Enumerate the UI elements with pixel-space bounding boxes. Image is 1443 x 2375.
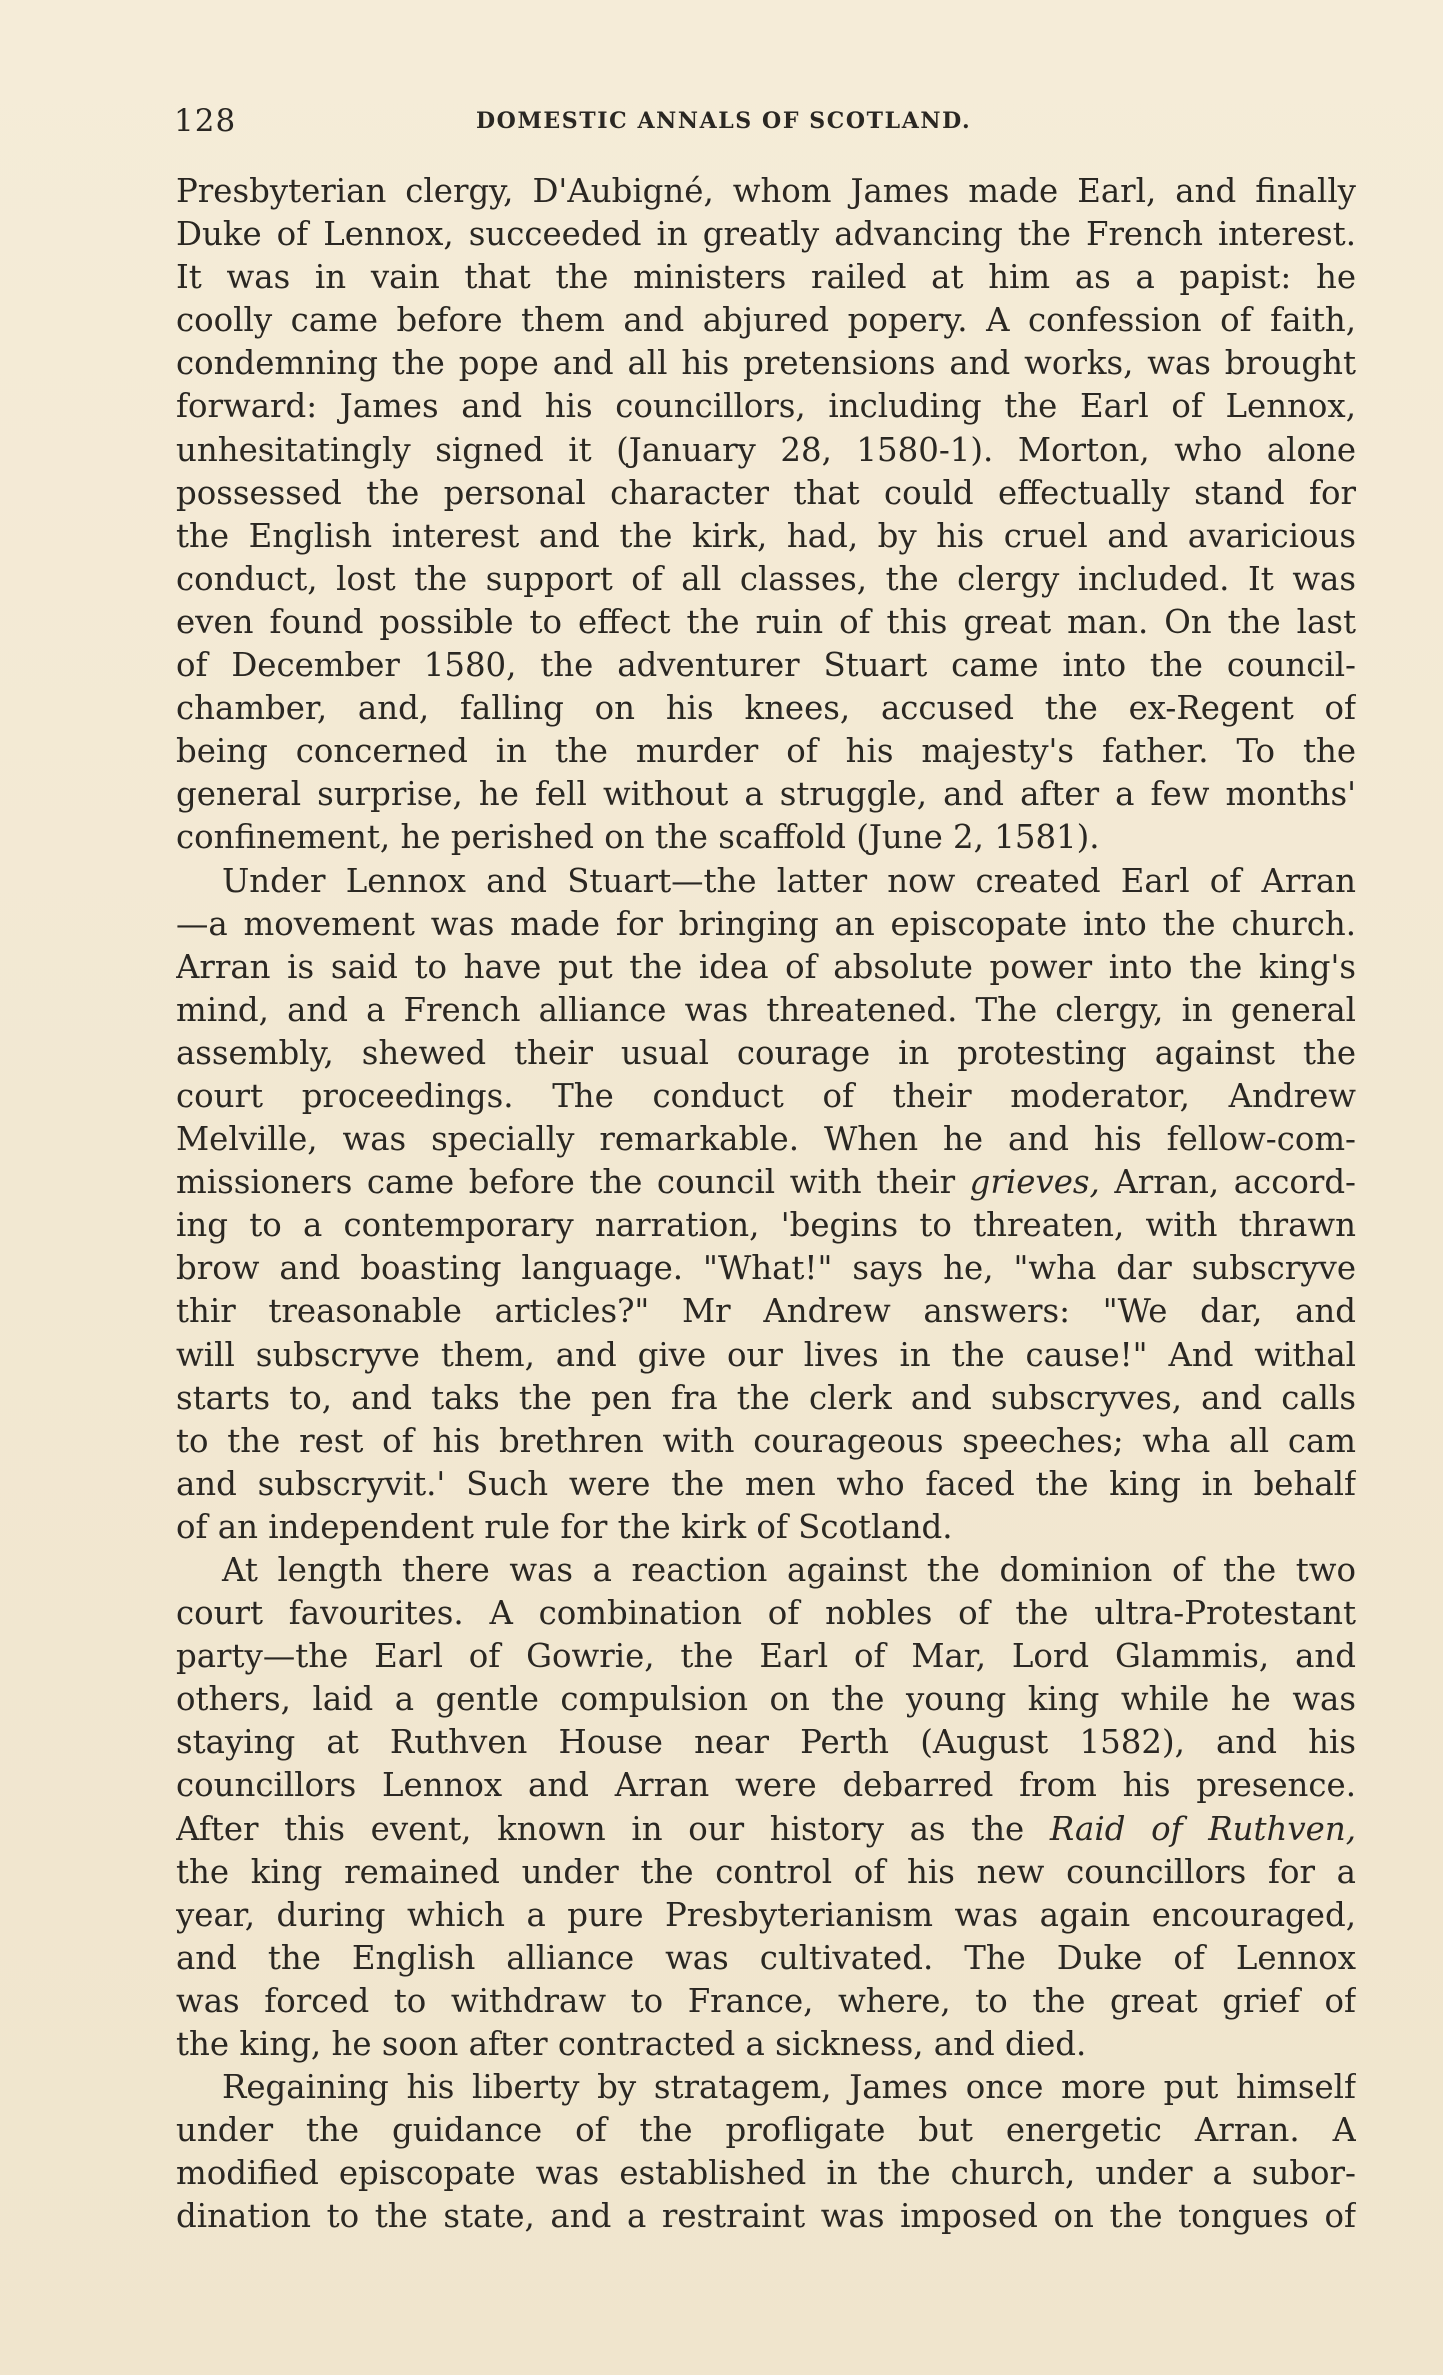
page-number: 128 (174, 103, 237, 139)
running-head: DOMESTIC ANNALS OF SCOTLAND. (476, 108, 972, 134)
text-line (176, 1161, 1356, 1204)
text-line: condemning the pope and all his pretensions and works, was brought (176, 344, 1356, 383)
text-line: to the rest of his brethren with courageous speeches; wha all cam (176, 1421, 1356, 1460)
text-line: and subscryvit.' Such were the men who faced the king in behalf (176, 1464, 1356, 1503)
text-line: year, during which a pure Presbyterianism was again encouraged, (176, 1895, 1356, 1934)
text-line: modified episcopate was established in the church, under a subor- (176, 2154, 1356, 2193)
text-segment: missioners came before the council with their (176, 1163, 970, 1202)
text-line: mind, and a French alliance was threatened. The clergy, in general (176, 990, 1356, 1029)
text-line: of an independent rule for the kirk of Scotland. (176, 1507, 953, 1546)
text-line: thir treasonable articles?" Mr Andrew answers: "We dar, and (176, 1292, 1356, 1331)
text-line: councillors Lennox and Arran were debarred from his presence. (176, 1766, 1356, 1805)
text-line: the king, he soon after contracted a sickness, and died. (176, 2025, 1087, 2064)
text-line: others, laid a gentle compulsion on the young king while he was (176, 1680, 1356, 1719)
text-line: It was in vain that the ministers railed at him as a papist: he (176, 258, 1356, 297)
text-line: chamber, and, falling on his knees, accused the ex-Regent of (176, 689, 1356, 728)
text-line: dination to the state, and a restraint was imposed on the tongues of (176, 2197, 1356, 2236)
text-line: Duke of Lennox, succeeded in greatly advancing the French interest. (176, 215, 1356, 254)
text-line: forward: James and his councillors, including the Earl of Lennox, (176, 387, 1356, 426)
text-line: unhesitatingly signed it (January 28, 1580-1). Morton, who alone (176, 430, 1356, 469)
text-line: under the guidance of the profligate but energetic Arran. A (176, 2111, 1356, 2150)
italic-term: Raid of Ruthven, (1049, 1809, 1356, 1848)
text-line: Melville, was specially remarkable. When he and his fellow-com- (176, 1120, 1356, 1159)
text-line: staying at Ruthven House near Perth (August 1582), and his (176, 1723, 1356, 1762)
text-line: the English interest and the kirk, had, by his cruel and avaricious (176, 516, 1356, 555)
text-line: ing to a contemporary narration, 'begins to threaten, with thrawn (176, 1206, 1356, 1245)
text-line (176, 1808, 1356, 1851)
text-line: party—the Earl of Gowrie, the Earl of Mar, Lord Glammis, and (176, 1637, 1356, 1676)
page-header (174, 96, 1354, 146)
text-line: and the English alliance was cultivated. The Duke of Lennox (176, 1938, 1356, 1977)
text-line: Under Lennox and Stuart—the latter now created Earl of Arran (222, 861, 1356, 900)
text-line: conduct, lost the support of all classes, the clergy included. It was (176, 559, 1356, 598)
text-line: Regaining his liberty by stratagem, James once more put himself (222, 2068, 1356, 2107)
text-line: brow and boasting language. "What!" says he, "wha dar subscryve (176, 1249, 1356, 1288)
text-line: the king remained under the control of his new councillors for a (176, 1852, 1356, 1891)
text-line: being concerned in the murder of his majesty's father. To the (176, 732, 1356, 771)
text-segment: Arran, accord- (1099, 1163, 1356, 1202)
text-line: will subscryve them, and give our lives in the cause!" And withal (176, 1335, 1356, 1374)
text-line: coolly came before them and abjured popery. A confession of faith, (176, 301, 1356, 340)
text-line: was forced to withdraw to France, where, to the great grief of (176, 1981, 1356, 2020)
text-line: Arran is said to have put the idea of absolute power into the king's (176, 947, 1356, 986)
italic-term: grieves, (969, 1163, 1100, 1202)
text-line: court favourites. A combination of nobles of the ultra-Protestant (176, 1594, 1356, 1633)
text-line: At length there was a reaction against the dominion of the two (222, 1551, 1356, 1589)
text-line: possessed the personal character that could effectually stand for (176, 473, 1356, 512)
text-line: assembly, shewed their usual courage in protesting against the (176, 1033, 1356, 1072)
text-line: of December 1580, the adventurer Stuart came into the council- (176, 646, 1356, 685)
text-line: confinement, he perished on the scaffold (June 2, 1581). (176, 818, 1100, 857)
text-line: Presbyterian clergy, D'Aubigné, whom James made Earl, and finally (176, 172, 1356, 210)
text-line: starts to, and taks the pen fra the clerk and subscryves, and calls (176, 1378, 1356, 1417)
body-text (176, 170, 1356, 2239)
text-line: court proceedings. The conduct of their moderator, Andrew (176, 1076, 1356, 1115)
text-line: general surprise, he fell without a struggle, and after a few months' (176, 775, 1356, 814)
text-segment: After this event, known in our history as the (176, 1809, 1050, 1848)
text-line: —a movement was made for bringing an episcopate into the church. (176, 904, 1356, 943)
text-line: even found possible to effect the ruin of this great man. On the last (176, 602, 1356, 641)
